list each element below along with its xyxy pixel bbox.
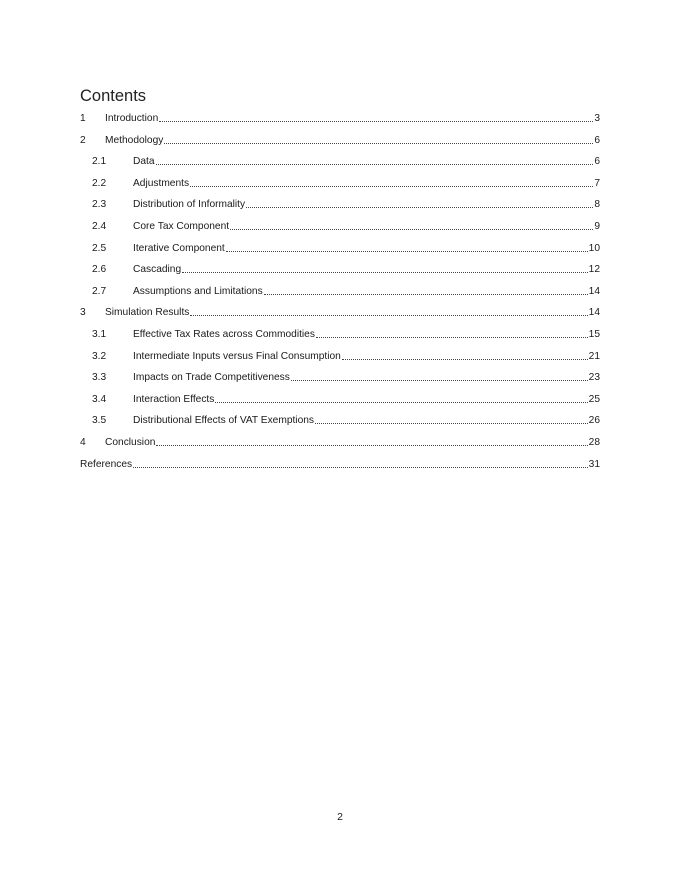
toc-entry-page: 31 [588,458,600,470]
dot-leader [316,337,588,338]
toc-entry-assumptions-and-limitations[interactable] [80,281,600,303]
toc-entry-number: 2.1 [92,156,107,168]
toc-entry-effective-tax-rates[interactable] [80,324,600,346]
dot-leader [342,359,588,360]
toc-entry-page: 7 [594,177,600,189]
toc-entry-number: 3.2 [92,350,107,362]
toc-entry-trade-competitiveness[interactable] [80,367,600,389]
toc-entry-page: 14 [588,285,600,297]
toc-entry-number: 2.3 [92,199,107,211]
dot-leader [315,423,588,424]
dot-leader [182,272,588,273]
toc-entry-number: 2.4 [92,220,107,232]
toc-entry-interaction-effects[interactable] [80,389,600,411]
toc-entry-page: 6 [594,156,600,168]
toc-entry-title: Impacts on Trade Competitiveness [133,372,290,384]
toc-entry-title: Distribution of Informality [133,199,246,211]
toc-entry-data[interactable] [80,151,600,173]
toc-entry-title: Adjustments [133,177,190,189]
dot-leader [156,445,587,446]
toc-entry-number: 3.1 [92,328,107,340]
toc-entry-number: 2.5 [92,242,107,254]
table-of-contents [80,108,600,475]
toc-entry-title: Effective Tax Rates across Commodities [133,328,315,340]
toc-entry-page: 12 [588,264,600,276]
toc-entry-page: 28 [588,436,600,448]
dot-leader [164,143,593,144]
toc-entry-title: Interaction Effects [133,393,215,405]
toc-entry-title: Conclusion [105,436,156,448]
toc-entry-page: 15 [588,328,600,340]
dot-leader [190,315,587,316]
toc-entry-title: Methodology [105,134,164,146]
toc-entry-page: 25 [588,393,600,405]
toc-entry-title: Iterative Component [133,242,225,254]
toc-entry-page: 8 [594,199,600,211]
toc-entry-number: 4 [80,436,86,448]
toc-entry-title: References [80,458,133,470]
toc-entry-number: 3.3 [92,372,107,384]
page-number: 2 [337,811,343,823]
toc-entry-page: 3 [594,113,600,124]
toc-entry-title: Assumptions and Limitations [133,285,263,297]
toc-entry-adjustments[interactable] [80,173,600,195]
toc-entry-cascading[interactable] [80,259,600,281]
toc-entry-title: Cascading [133,264,182,276]
dot-leader [246,207,593,208]
toc-entry-number: 1 [80,113,86,124]
toc-entry-title: Simulation Results [105,307,190,319]
toc-entry-title: Introduction [105,113,159,124]
toc-entry-page: 6 [594,134,600,146]
dot-leader [264,294,588,295]
dot-leader [215,402,587,403]
toc-entry-number: 3.5 [92,415,107,427]
toc-entry-iterative-component[interactable] [80,238,600,260]
toc-entry-distribution-of-informality[interactable] [80,194,600,216]
toc-entry-title: Core Tax Component [133,220,230,232]
toc-entry-methodology[interactable] [80,130,600,152]
dot-leader [159,121,593,122]
toc-entry-references[interactable] [80,454,600,476]
toc-entry-number: 2.2 [92,177,107,189]
toc-entry-page: 21 [588,350,600,362]
dot-leader [291,380,588,381]
dot-leader [226,251,588,252]
dot-leader [156,164,594,165]
toc-entry-intermediate-inputs[interactable] [80,346,600,368]
toc-entry-number: 2.6 [92,264,107,276]
toc-entry-distributional-effects[interactable] [80,410,600,432]
toc-entry-simulation-results[interactable] [80,302,600,324]
toc-entry-core-tax-component[interactable] [80,216,600,238]
toc-entry-title: Data [133,156,155,168]
toc-entry-number: 3.4 [92,393,107,405]
toc-entry-number: 2.7 [92,285,107,297]
toc-entry-page: 9 [594,220,600,232]
toc-entry-conclusion[interactable] [80,432,600,454]
toc-entry-page: 10 [588,242,600,254]
toc-entry-number: 2 [80,134,86,146]
dot-leader [133,467,588,468]
toc-entry-number: 3 [80,307,86,319]
dot-leader [230,229,593,230]
toc-entry-title: Intermediate Inputs versus Final Consumption [133,350,341,362]
toc-entry-title: Distributional Effects of VAT Exemptions [133,415,314,427]
toc-entry-page: 14 [588,307,600,319]
contents-heading: Contents [80,87,147,105]
dot-leader [190,186,593,187]
toc-entry-introduction[interactable] [80,108,600,130]
toc-entry-page: 26 [588,415,600,427]
toc-entry-page: 23 [588,372,600,384]
